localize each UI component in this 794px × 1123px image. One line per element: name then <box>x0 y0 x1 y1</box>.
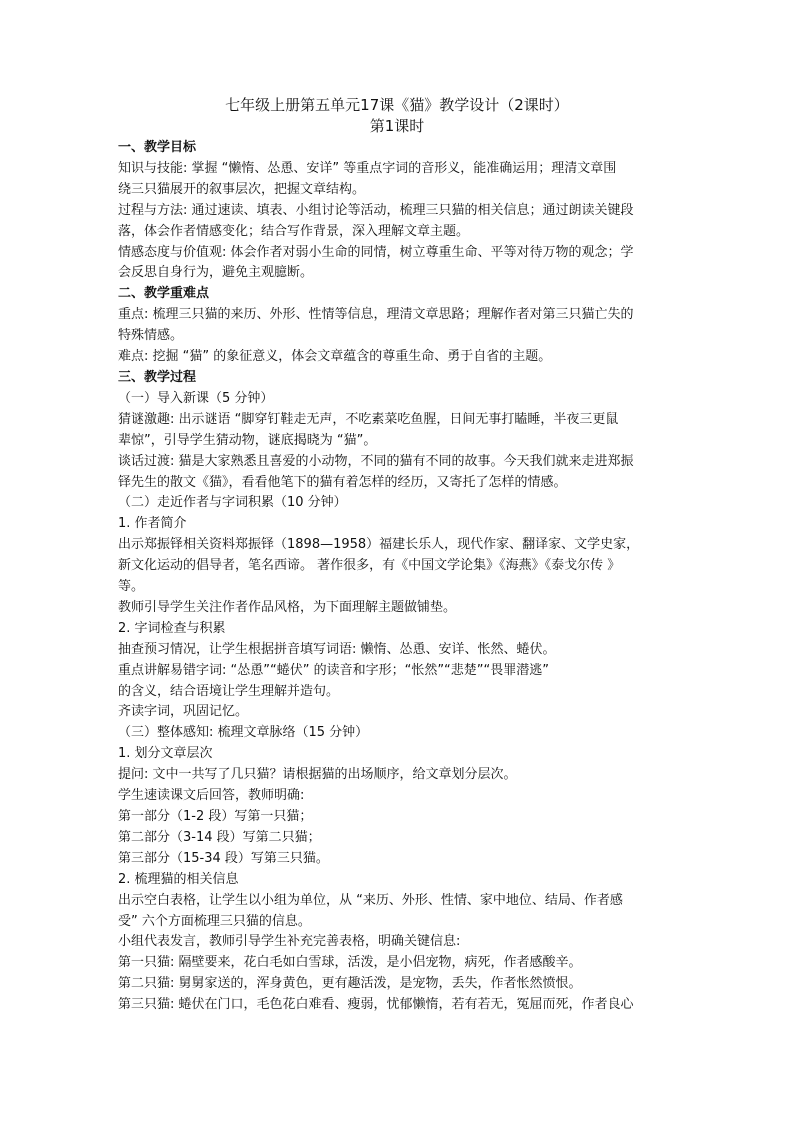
text-line: 小组代表发言，教师引导学生补充完善表格，明确关键信息: <box>118 934 461 950</box>
title-block <box>0 96 794 136</box>
text-line: 2. 字词检查与积累 <box>118 620 226 636</box>
section-heading: 一、教学目标 <box>118 140 197 155</box>
text-line: 出示空白表格，让学生以小组为单位，从 “来历、外形、性情、家中地位、结局、作者感 <box>118 892 623 908</box>
text-line: 辈惊”，引导学生猜动物，谜底揭晓为 “猫”。 <box>118 432 377 448</box>
text-line: 情感态度与价值观: 体会作者对弱小生命的同情，树立尊重生命、平等对待万物的观念；学 <box>118 244 634 260</box>
text-line: 的含义，结合语境让学生理解并造句。 <box>118 683 340 699</box>
text-line: 难点: 挖掘 “猫” 的象征意义，体会文章蕴含的尊重生命、勇于自省的主题。 <box>118 349 552 365</box>
text-line: 1. 划分文章层次 <box>118 746 213 762</box>
text-line: 谈话过渡: 猫是大家熟悉且喜爱的小动物，不同的猫有不同的故事。今天我们就来走进郑振 <box>118 453 634 469</box>
text-line: 会反思自身行为，避免主观臆断。 <box>118 265 314 281</box>
text-line: （三）整体感知: 梳理文章脉络（15 分钟） <box>118 725 369 741</box>
text-line: 特殊情感。 <box>118 328 184 344</box>
text-line: 提问: 文中一共写了几只猫？请根据猫的出场顺序，给文章划分层次。 <box>118 767 517 783</box>
text-line: 等。 <box>118 579 145 595</box>
text-line: 铎先生的散文《猫》，看看他笔下的猫有着怎样的经历，又寄托了怎样的情感。 <box>118 474 567 490</box>
text-line: 出示郑振铎相关资料郑振铎（1898—1958）福建长乐人，现代作家、翻译家、文学史家， <box>118 537 640 553</box>
text-line: 1. 作者简介 <box>118 516 187 532</box>
text-line: 第三部分（15-34 段）写第三只猫。 <box>118 850 329 866</box>
text-line: 重点: 梳理三只猫的来历、外形、性情等信息，理清文章思路；理解作者对第三只猫亡失的 <box>118 307 634 323</box>
text-line: 第三只猫: 蜷伏在门口，毛色花白难看、瘦弱，忧郁懒惰，若有若无，冤屈而死，作者良心 <box>118 997 634 1013</box>
text-line: 重点讲解易错字词: “怂恿”“蜷伏” 的读音和字形；“怅然”“悲楚”“畏罪潜逃” <box>118 662 549 678</box>
text-line: 第一部分（1-2 段）写第一只猫； <box>118 809 313 824</box>
text-line: 绕三只猫展开的叙事层次，把握文章结构。 <box>118 181 366 197</box>
document-subtitle: 第1课时 <box>369 117 425 135</box>
document-body <box>118 138 682 1016</box>
text-line: 抽查预习情况，让学生根据拼音填写词语: 懒惰、怂恿、安详、怅然、蜷伏。 <box>118 641 556 657</box>
text-line: （一）导入新课（5 分钟） <box>118 390 274 406</box>
text-line: 第二只猫: 舅舅家送的，浑身黄色，更有趣活泼，是宠物，丢失，作者怅然愤恨。 <box>118 976 582 992</box>
text-line: 第一只猫: 隔壁要来，花白毛如白雪球，活泼，是小侣宠物，病死，作者感酸辛。 <box>118 955 582 971</box>
text-line: 猜谜激趣: 出示谜语 “脚穿钉鞋走无声，不吃素菜吃鱼腥，日间无事打瞌睡，半夜三更鼠 <box>118 411 619 427</box>
document-title: 七年级上册第五单元17课《猫》教学设计（2课时） <box>225 96 569 114</box>
text-line: 落，体会作者情感变化；结合写作背景，深入理解文章主题。 <box>118 223 470 239</box>
text-line: 新文化运动的倡导者，笔名西谛。 著作很多，有《中国文学论集》《海燕》《泰戈尔传 》 <box>118 558 621 574</box>
text-line: 过程与方法: 通过速读、填表、小组讨论等活动，梳理三只猫的相关信息；通过朗读关键段 <box>118 202 634 218</box>
text-line: 受” 六个方面梳理三只猫的信息。 <box>118 913 311 929</box>
text-line: 教师引导学生关注作者作品风格，为下面理解主题做铺垫。 <box>118 599 457 615</box>
section-heading: 三、教学过程 <box>118 369 197 385</box>
text-line: 齐读字词，巩固记忆。 <box>118 704 249 720</box>
text-line: 知识与技能: 掌握 “懒惰、怂恿、安详” 等重点字词的音形义，能准确运用；理清文章围 <box>118 160 617 176</box>
text-line: 学生速读课文后回答，教师明确: <box>118 788 305 804</box>
text-line: 2. 梳理猫的相关信息 <box>118 871 239 887</box>
text-line: 第二部分（3-14 段）写第二只猫； <box>118 829 321 845</box>
text-line: （二）走近作者与字词积累（10 分钟） <box>118 495 347 511</box>
section-heading: 二、教学重难点 <box>118 286 210 302</box>
